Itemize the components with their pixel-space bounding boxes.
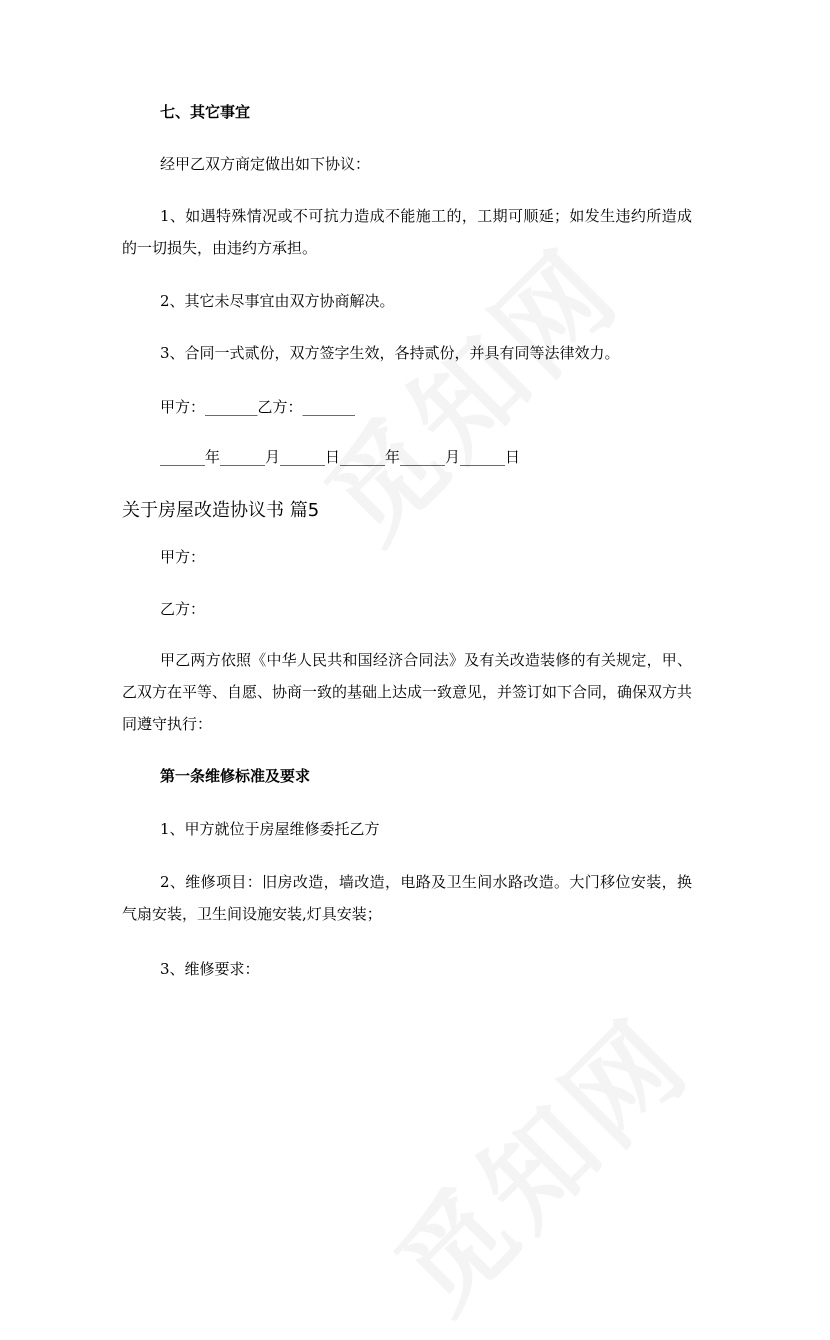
clause-item: 1、甲方就位于房屋维修委托乙方	[160, 820, 380, 838]
clause-item: 3、维修要求：	[160, 960, 260, 978]
clause-item: 2、其它未尽事宜由双方协商解决。	[160, 292, 395, 310]
section-heading: 七、其它事宜	[160, 103, 251, 121]
section-intro: 经甲乙双方商定做出如下协议：	[160, 155, 371, 173]
article-heading: 第一条维修标准及要求	[160, 767, 311, 785]
party-a-label: 甲方：	[160, 548, 206, 566]
agreement-title: 关于房屋改造协议书 篇5	[122, 500, 320, 521]
party-b-label: 乙方：	[160, 600, 206, 618]
clause-item: 3、合同一式贰份，双方签字生效，各持贰份，并具有同等法律效力。	[160, 344, 620, 362]
clause-item: 2、维修项目：旧房改造，墙改造，电路及卫生间水路改造。大门移位安装，换气扇安装，卫生间设施安装,灯具安装；	[122, 873, 692, 923]
signature-line: 甲方：_______乙方：_______	[160, 398, 356, 416]
date-line: ______年______月______日______年______月______日	[160, 448, 521, 466]
preamble-paragraph: 甲乙两方依照《中华人民共和国经济合同法》及有关改造装修的有关规定，甲、乙双方在平等、自愿、协商一致的基础上达成一致意见，并签订如下合同，确保双方共同遵守执行：	[122, 651, 693, 733]
clause-item: 1、如遇特殊情况或不可抗力造成不能施工的，工期可顺延；如发生违约所造成的一切损失，由违约方承担。	[122, 207, 692, 257]
watermark	[356, 978, 718, 1340]
